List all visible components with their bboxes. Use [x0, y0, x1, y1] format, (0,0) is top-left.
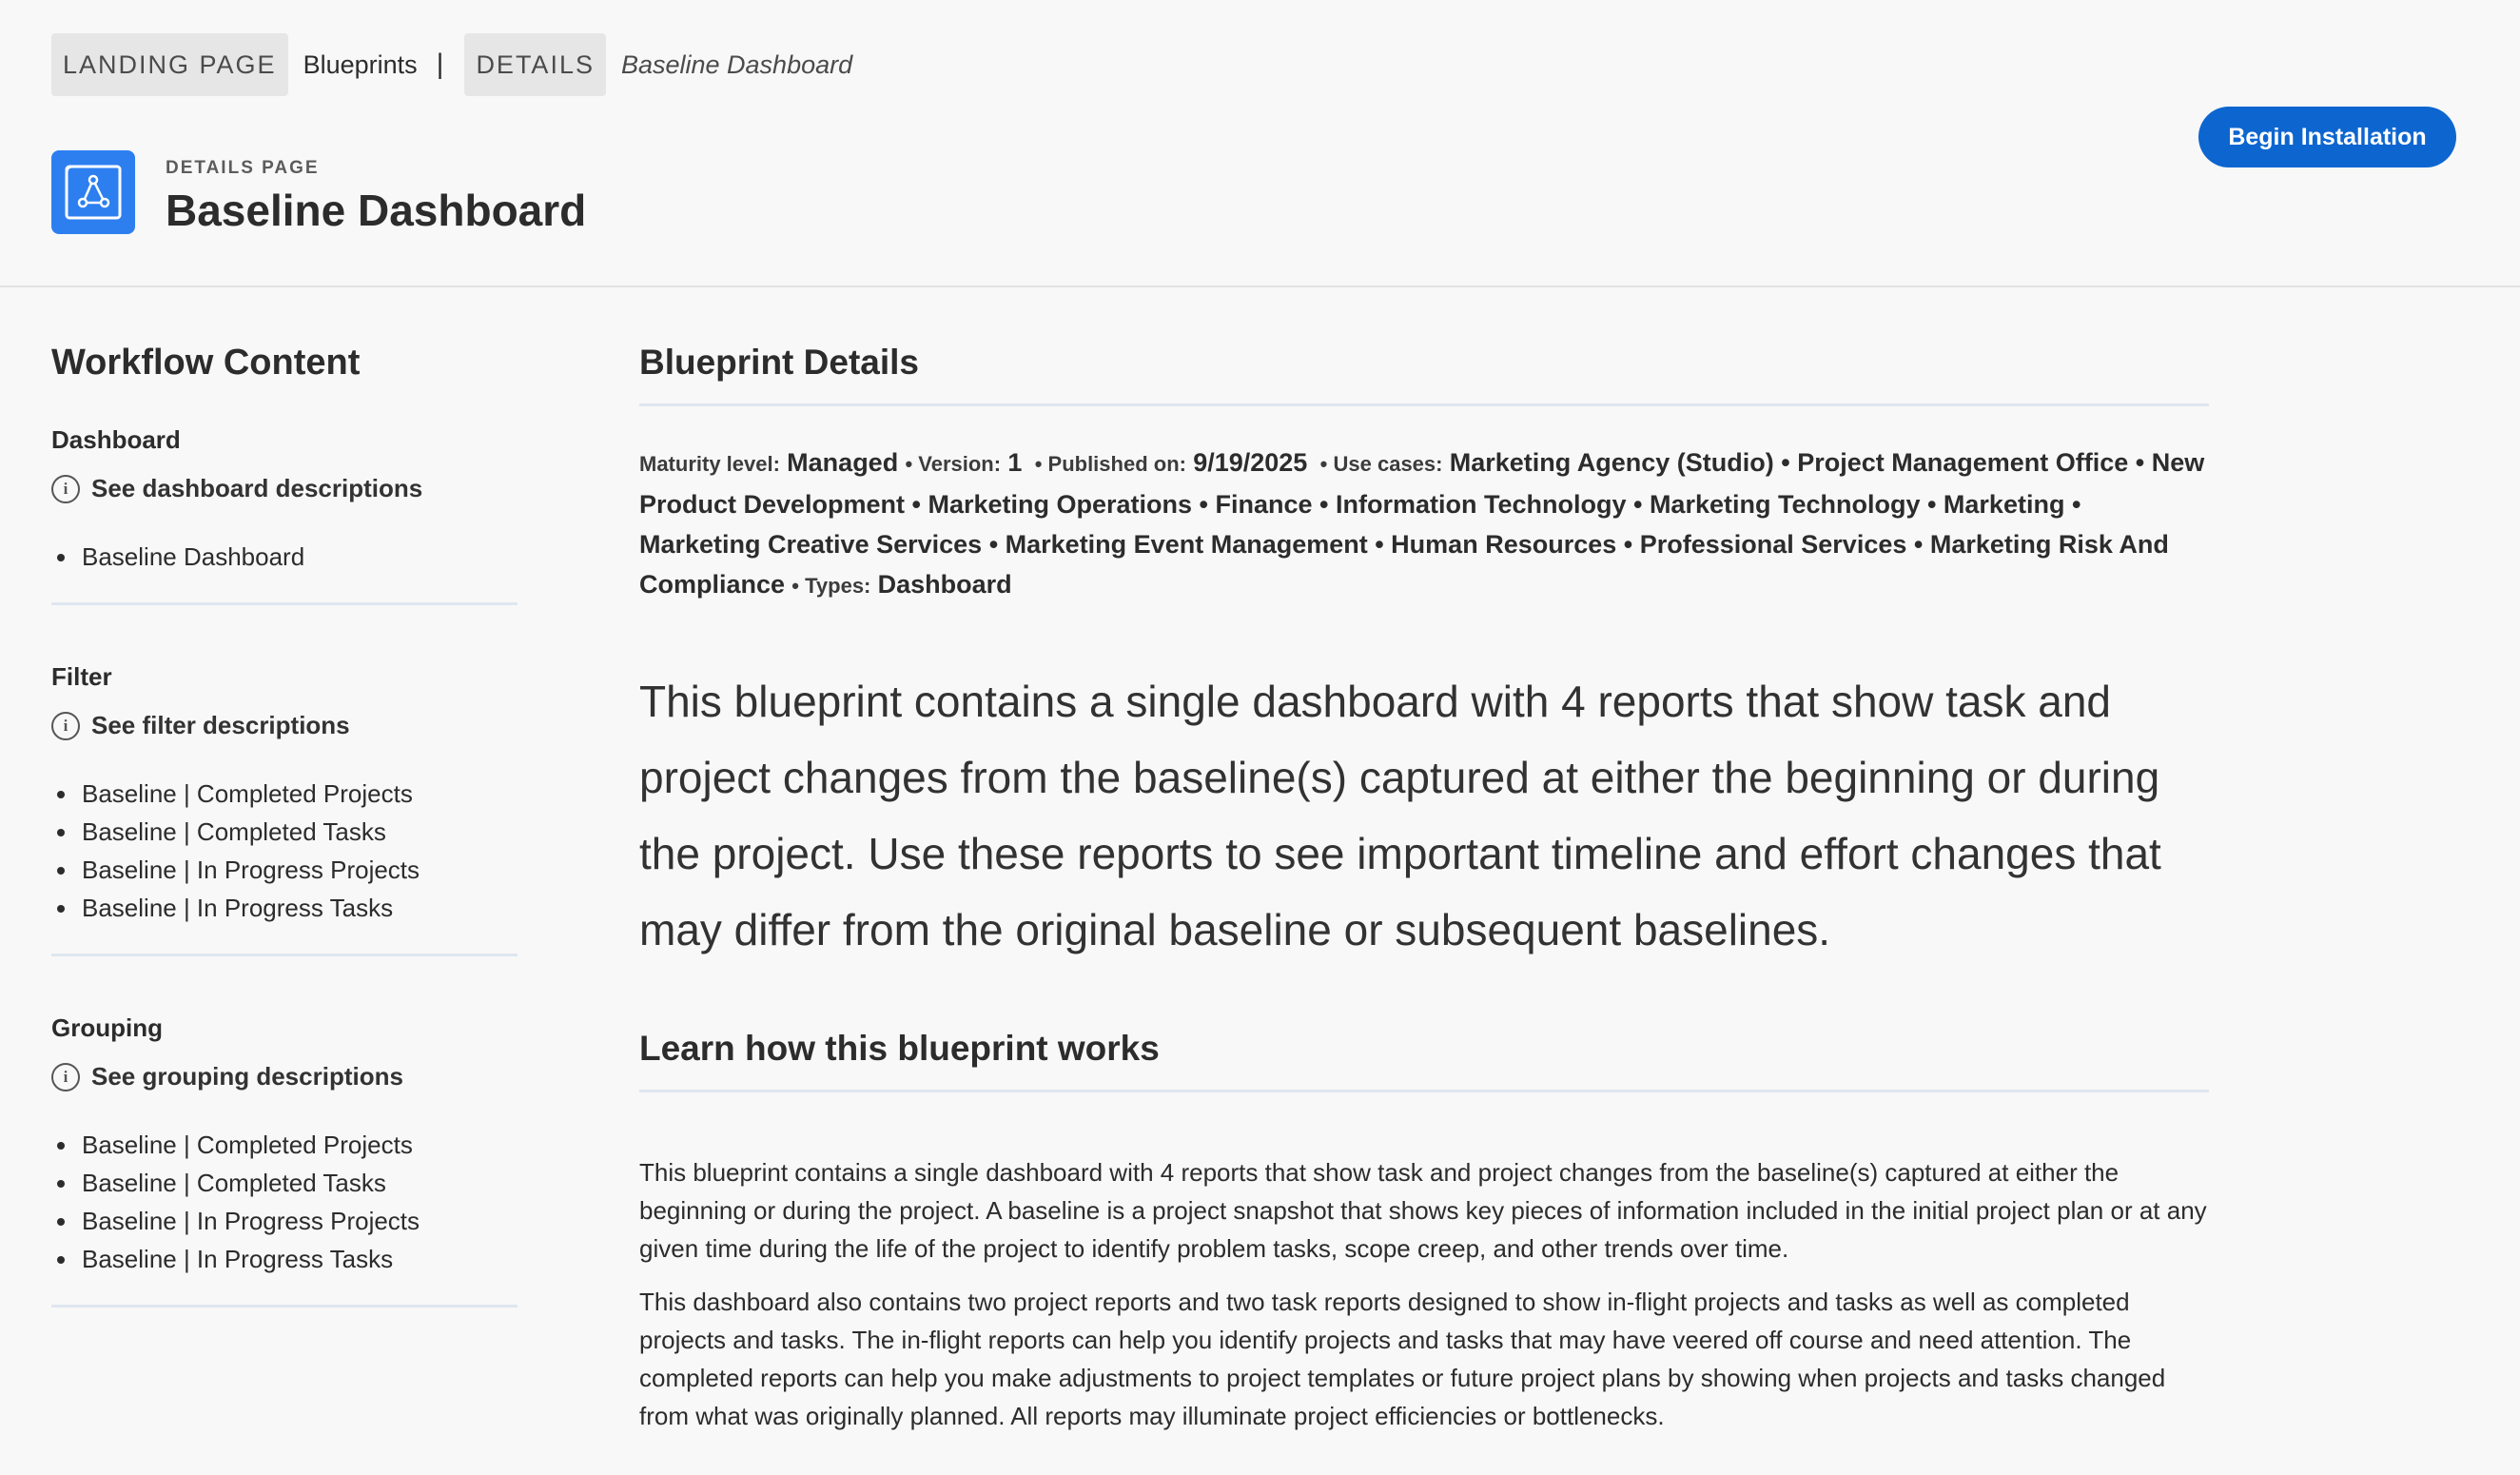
- page-header: [0, 0, 2520, 287]
- blueprint-diagram-icon: [51, 150, 135, 234]
- published-value: 9/19/2025: [1193, 448, 1308, 477]
- maturity-value: Managed: [787, 448, 899, 477]
- item-list: [51, 775, 518, 927]
- blueprint-lead-text: This blueprint contains a single dashboard with 4 reports that show task and project changes from the baseline(s) captured at either the beginning or during the project. Use these reports to see important timeline and effort changes that may differ from the original baseline or subsequent baselines.: [639, 677, 2161, 954]
- list-item: Baseline | In Progress Tasks: [51, 1240, 518, 1278]
- page-eyebrow: DETAILS PAGE: [166, 158, 320, 178]
- description-paragraph: This dashboard also contains two project reports and two task reports designed to show in-flight projects and tasks as well as completed projects and tasks. The in-flight reports can help you identify projects and tasks that may have veered off course and need attention. The completed reports can help you make adjustments to project templates or future project plans by showing when projects and tasks changed from what was originally planned. All reports may illuminate project efficiencies or bottlenecks.: [639, 1288, 2166, 1430]
- sidebar-section-grouping: [51, 1013, 518, 1308]
- breadcrumb-blueprints[interactable]: Blueprints: [303, 49, 418, 79]
- see-link-label: See filter descriptions: [91, 711, 350, 739]
- info-icon: i: [51, 712, 80, 740]
- list-item: Baseline | Completed Projects: [51, 775, 518, 813]
- version-value: 1: [1007, 448, 1023, 477]
- maturity-label: Maturity level:: [639, 452, 780, 476]
- sidebar-section-dashboard: [51, 425, 518, 605]
- use-cases-label: Use cases:: [1333, 452, 1443, 476]
- see-grouping-descriptions-link[interactable]: [51, 1062, 518, 1092]
- blueprint-details-main: [639, 343, 2209, 1435]
- workflow-content-sidebar: [51, 343, 518, 1365]
- breadcrumb-landing-page[interactable]: LANDING PAGE: [51, 33, 288, 96]
- list-item: Baseline | Completed Tasks: [51, 813, 518, 851]
- types-value: Dashboard: [877, 570, 1012, 599]
- published-label: Published on:: [1047, 452, 1186, 476]
- breadcrumb-details[interactable]: DETAILS: [464, 33, 606, 96]
- breadcrumb: [51, 33, 852, 96]
- description-paragraph: This blueprint contains a single dashboard with 4 reports that show task and project changes from the baseline(s) captured at either the beginning or during the project. A baseline is a project snapshot that shows key pieces of information included in the initial project plan or at any given time during the life of the project to identify problem tasks, scope creep, and other trends over time.: [639, 1158, 2207, 1263]
- info-icon: i: [51, 475, 80, 503]
- page-title: Baseline Dashboard: [166, 186, 587, 235]
- list-item: Baseline | Completed Projects: [51, 1126, 518, 1164]
- section-heading: Grouping: [51, 1013, 163, 1042]
- list-item: Baseline | In Progress Projects: [51, 1202, 518, 1240]
- types-label: Types:: [805, 574, 871, 598]
- version-label: Version:: [918, 452, 1002, 476]
- item-list: [51, 1126, 518, 1278]
- sidebar-section-filter: [51, 662, 518, 956]
- breadcrumb-separator: |: [436, 49, 444, 80]
- blueprint-metadata: Maturity level: Managed • Version: 1 • Published on: 9/19/2025 • Use cases: Marketing Agency (Studio) • Project Management Office • New Product Development • Marketing Operations • Finance • Information Technology • Marketing Technology • Marketing • Marketing Creative Services • Marketing Event Management • Human Resources • Professional Services • Marketing Risk And Compliance • Types: Dashboard: [639, 448, 2205, 599]
- learn-heading: Learn how this blueprint works: [639, 1029, 2209, 1092]
- list-item: Baseline | In Progress Tasks: [51, 889, 518, 927]
- see-link-label: See grouping descriptions: [91, 1062, 403, 1091]
- item-list: [51, 538, 518, 576]
- see-link-label: See dashboard descriptions: [91, 474, 423, 502]
- begin-installation-button[interactable]: Begin Installation: [2198, 107, 2456, 167]
- list-item: Baseline | In Progress Projects: [51, 851, 518, 889]
- sidebar-title: Workflow Content: [51, 343, 361, 383]
- info-icon: i: [51, 1063, 80, 1092]
- use-cases-value: Marketing Agency (Studio) • Project Management Office • New Product Development • Marketing Operations • Finance • Information Technology • Marketing Technology • Marketing • Marketing Creative Services • Marketing Event Management • Human Resources • Professional Services • Marketing Risk And Compliance: [639, 448, 2205, 599]
- list-item: Baseline | Completed Tasks: [51, 1164, 518, 1202]
- list-item: Baseline Dashboard: [51, 538, 518, 576]
- section-heading: Filter: [51, 662, 112, 691]
- blueprint-details-heading: Blueprint Details: [639, 343, 2209, 406]
- see-dashboard-descriptions-link[interactable]: [51, 474, 518, 503]
- breadcrumb-current: Baseline Dashboard: [620, 49, 853, 79]
- see-filter-descriptions-link[interactable]: [51, 711, 518, 740]
- section-heading: Dashboard: [51, 425, 181, 454]
